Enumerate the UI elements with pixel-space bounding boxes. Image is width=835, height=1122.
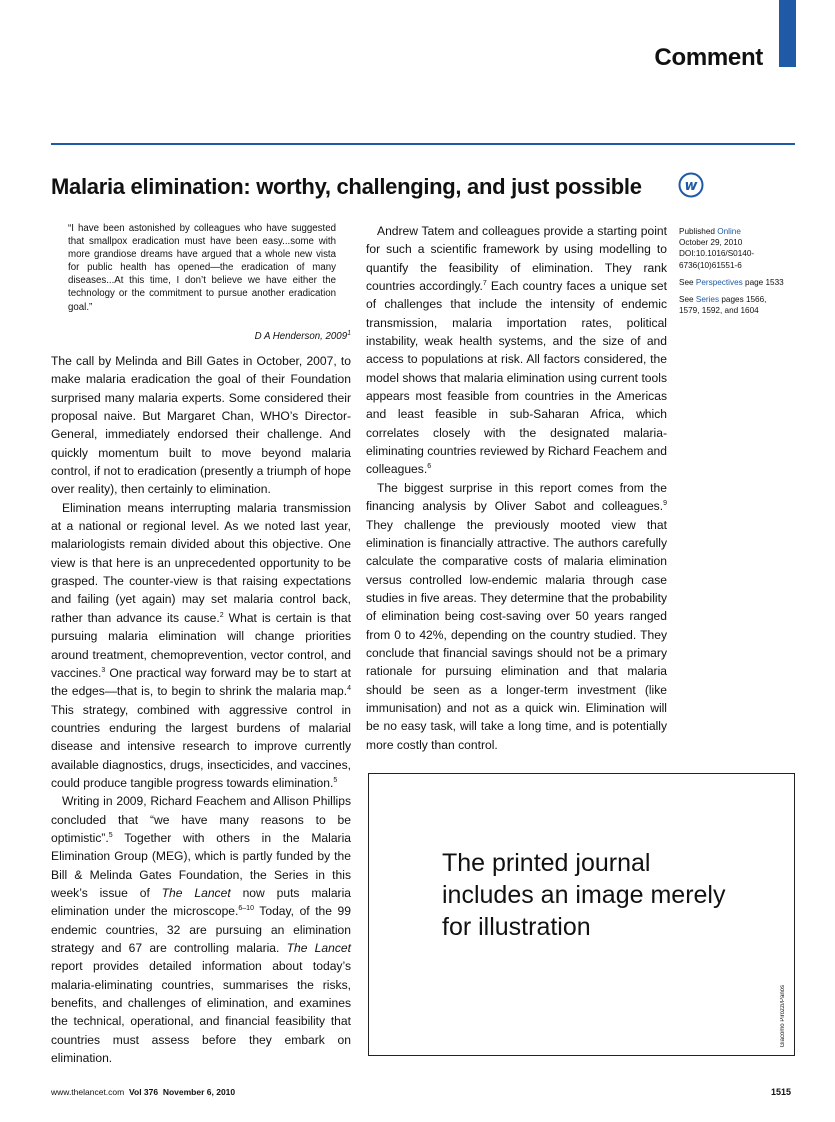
body-column-1 (51, 352, 351, 1067)
figure-placeholder (368, 773, 795, 1056)
footer-citation: www.thelancet.com Vol 376 November 6, 2010 (51, 1087, 236, 1097)
epigraph-quote: “I have been astonished by colleagues who have suggested that smallpox eradication must have been easy...some with more grandiose dreams have argued that a whole new vista for public health has opened—the eradication of many diseases...At this time, I don’t believe we have either the technology or the commitment to pursue another eradication goal.” (68, 223, 336, 313)
svg-text:w: w (684, 178, 698, 194)
paragraph: Andrew Tatem and colleagues provide a starting point for such a scientific framework by using modelling to quantify the feasibility of elimination. They rank countries accordingly.$^7$ Each country faces a unique set of challenges that include the intensity of endemic transmission, malaria importation rates, political instability, weak health systems, and the size of and access to populations at risk. All factors considered, the model shows that malaria elimination using current tools appears most feasible from countries in the Americas and least feasible in sub-Saharan Africa, which correlates closely with the designated malaria-eliminating countries reviewed by Richard Feachem and colleagues.$^6$ (366, 224, 667, 477)
section-color-tab (779, 0, 796, 67)
photo-credit: Giacomo Pirozzi/Panos (780, 984, 786, 1047)
article-title: Malaria elimination: worthy, challenging, and just possible (51, 174, 642, 199)
epigraph-attribution: D A Henderson, 2009$^1$ (254, 329, 351, 342)
paragraph: Elimination means interrupting malaria transmission at a national or regional level. As we noted last year, malariologists remain divided about this objective. One view is that here is an unprecedented opportunity to be grasped. The counter-view is that raising expectations and failing (yet again) may set malaria control back, rather than advance its cause.$^2$ What is certain is that pursuing malaria elimination will change priorities around treatment, chemoprevention, vector control, and vaccines.$^3$ One practical way forward may be to start at the edges—that is, to begin to shrink the malaria map.$^4$ This strategy, combined with aggressive control in countries enduring the largest burdens of malarial disease and intensive research to improve currently available diagnostics, drugs, insecticides, and vaccines, could produce tangible progress towards elimination.$^5$ (51, 500, 351, 790)
web-first-icon (678, 172, 704, 198)
sidebar-notes (679, 226, 789, 322)
section-label: Comment (654, 44, 763, 71)
header-rule (51, 143, 795, 145)
page-number: 1515 (770, 1087, 791, 1097)
paragraph: Writing in 2009, Richard Feachem and Allison Phillips concluded that “we have many reasons to be optimistic”.$^5$ Together with others in the Malaria Elimination Group (MEG), which is partly funded by the Bill & Melinda Gates Foundation, the Series in this week’s issue of The Lancet now puts malaria elimination under the microscope.$^{6-10}$ Today, of the 99 endemic countries, 32 are pursuing an elimination strategy and 67 are controlling malaria. The Lancet report provides detailed information about today’s malaria-eliminating countries, summarises the risks, benefits, and challenges of elimination, and examines the technical, operational, and financial feasibility that countries must assess before they embark on elimination. (51, 794, 352, 1066)
see-perspectives-link[interactable]: See Perspectives page 1533 (679, 277, 784, 287)
see-series-link[interactable]: See Series pages 1566, 1579, 1592, and 1604 (679, 295, 767, 316)
figure-placeholder-text: The printed journal includes an image merely for illustration (442, 849, 726, 941)
paragraph: The call by Melinda and Bill Gates in October, 2007, to make malaria eradication the goal of their Foundation surprised many malaria experts. Some considered their proposal naive. But Margaret Chan, WHO’s Director-General, immediately endorsed their challenge. And quickly momentum built to move beyond malaria control, if not to eradication (presently a triumph of hope over reality), then certainly to elimination. (51, 354, 351, 497)
publication-info: Published Online October 29, 2010 DOI:10.1016/S0140-6736(10)61551-6 (679, 227, 755, 270)
body-column-2 (366, 222, 667, 754)
paragraph: The biggest surprise in this report comes from the financing analysis by Oliver Sabot and colleagues.$^9$ They challenge the previously mooted view that elimination is financially attractive. The authors carefully calculate the comparative costs of malaria elimination versus controlled low-endemic malaria through case studies in five areas. They determine that the probability of elimination being cost-saving over 50 years ranged from 0 to 42%, depending on the country studied. They conclude that financial savings should not be a primary rationale for pursuing elimination and that malaria should be seen as a longer-term investment (like immunisation) and not as a quick win. Elimination will be no easy task, will take a long time, and is potentially more costly than control. (366, 480, 667, 752)
